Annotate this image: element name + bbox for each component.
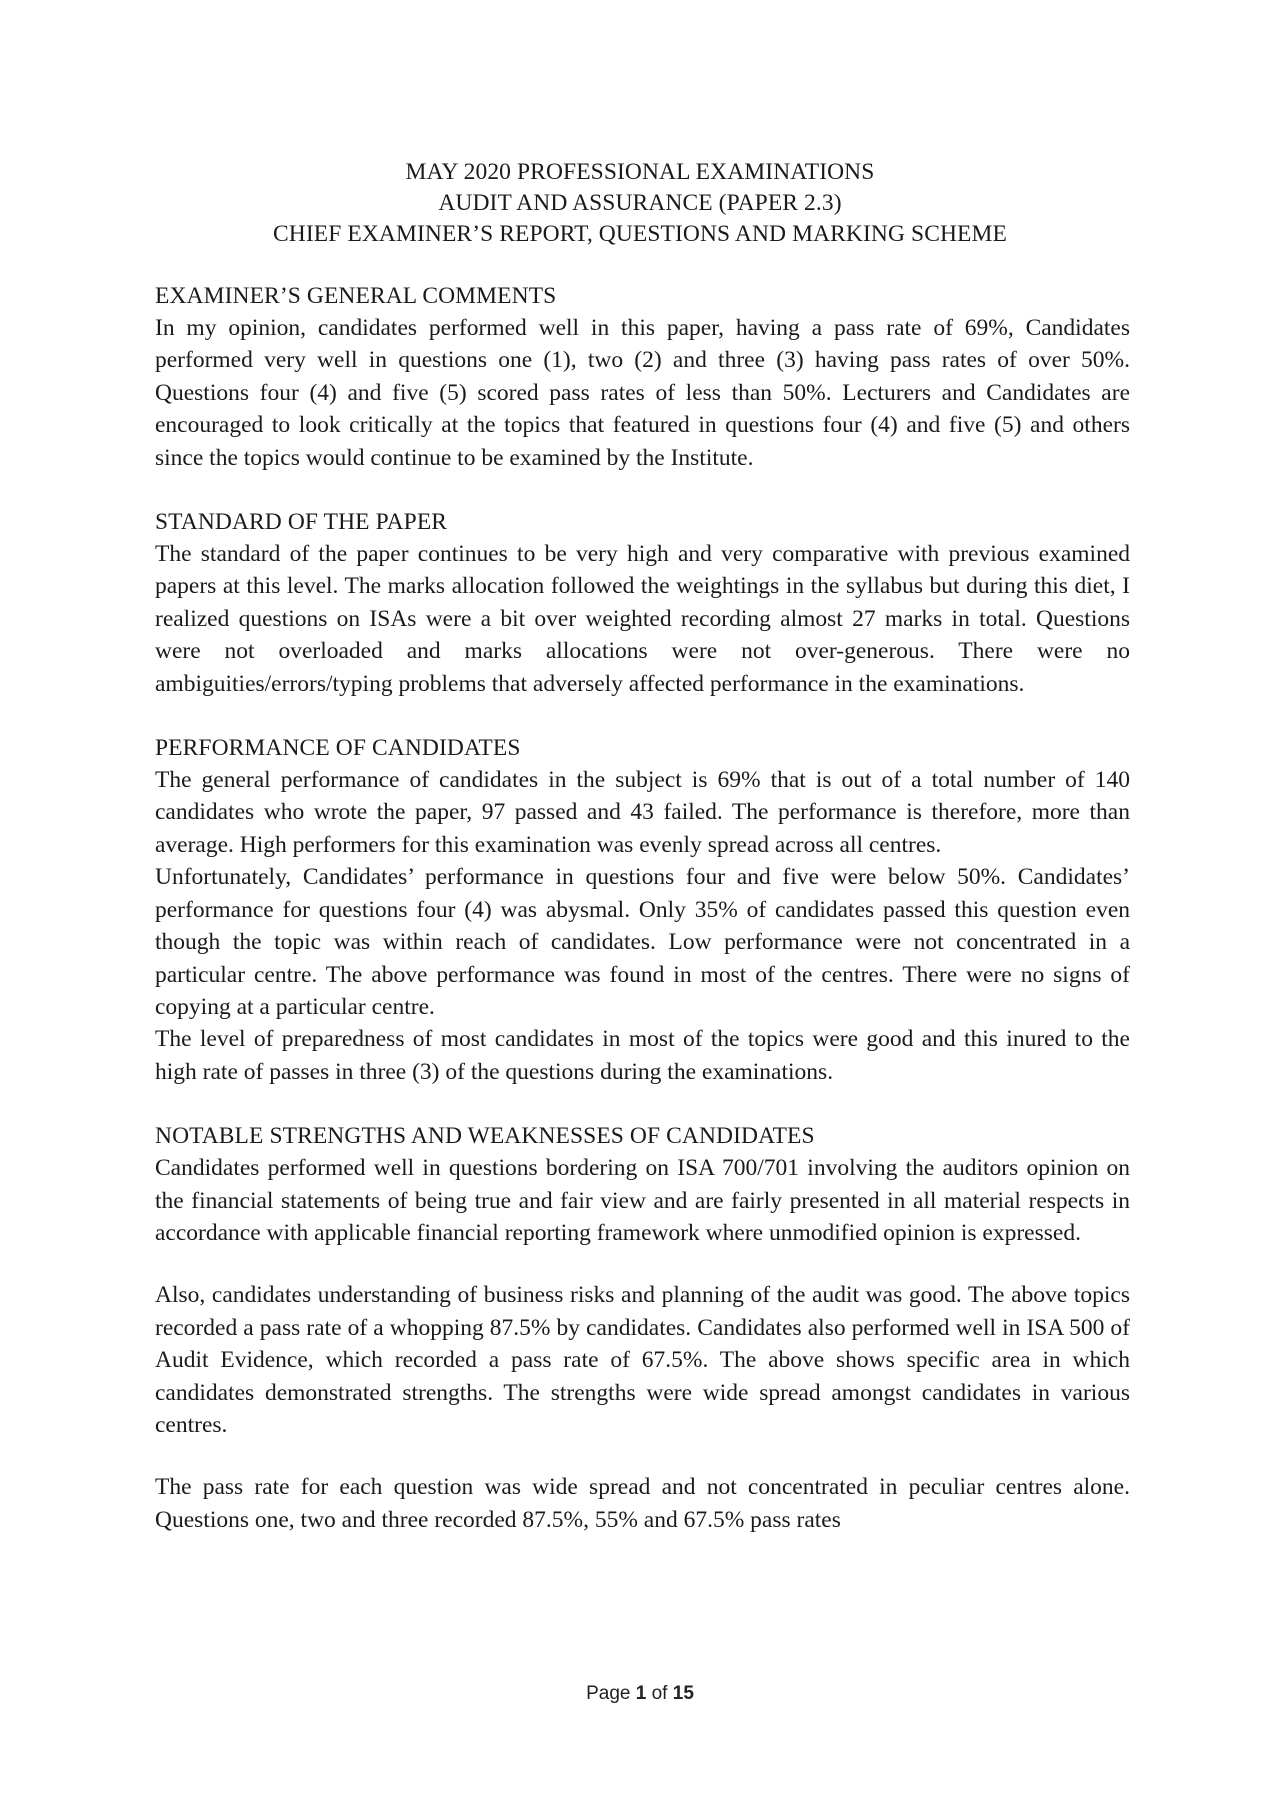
- paragraph: Unfortunately, Candidates’ performance in questions four and five were below 50%. Candidates’ performance for questions four (4) was abysmal. Only 35% of candidates passed this question even though the topic was within reach of candidates. Low performance were not concentrated in a particular centre. The above performance was found in most of the centres. There were no signs of copying at a particular centre.: [155, 864, 1130, 1020]
- section-general-comments: [155, 280, 1130, 474]
- title-line-3: CHIEF EXAMINER’S REPORT, QUESTIONS AND MARKING SCHEME: [273, 221, 1007, 247]
- paragraph: In my opinion, candidates performed well in this paper, having a pass rate of 69%, Candidates performed very well in questions one (1), two (2) and three (3) having pass rates of over 50%. Questions four (4) and five (5) scored pass rates of less than 50%. Lecturers and Candidates are encouraged to look critically at the topics that featured in questions four (4) and five (5) and others since the topics would continue to be examined by the Institute.: [155, 315, 1130, 471]
- of-word: of: [651, 1683, 668, 1704]
- paragraph: Also, candidates understanding of business risks and planning of the audit was good. The above topics recorded a pass rate of a whopping 87.5% by candidates. Candidates also performed well in ISA 500 of Audit Evidence, which recorded a pass rate of 67.5%. The above shows specific area in which candidates demonstrated strengths. The strengths were wide spread amongst candidates in various centres.: [155, 1282, 1130, 1438]
- paragraph: The standard of the paper continues to be very high and very comparative with previous examined papers at this level. The marks allocation followed the weightings in the syllabus but during this diet, I realized questions on ISAs were a bit over weighted recording almost 27 marks in total. Questions were not overloaded and marks allocations were not over-generous. There were no ambiguities/errors/typing problems that adversely affected performance in the examinations.: [155, 541, 1130, 697]
- paragraph: The level of preparedness of most candidates in most of the topics were good and this inured to the high rate of passes in three (3) of the questions during the examinations.: [155, 1026, 1130, 1085]
- paragraph: The pass rate for each question was wide spread and not concentrated in peculiar centres alone. Questions one, two and three recorded 87.5%, 55% and 67.5% pass rates: [155, 1474, 1130, 1533]
- paragraph: Candidates performed well in questions bordering on ISA 700/701 involving the auditors opinion on the financial statements of being true and fair view and are fairly presented in all material respects in accordance with applicable financial reporting framework where unmodified opinion is expressed.: [155, 1155, 1130, 1246]
- current-page: 1: [635, 1683, 647, 1704]
- section-heading: NOTABLE STRENGTHS AND WEAKNESSES OF CANDIDATES: [155, 1123, 815, 1150]
- section-performance: [155, 732, 1130, 1088]
- section-heading: STANDARD OF THE PAPER: [155, 509, 448, 536]
- section-heading: PERFORMANCE OF CANDIDATES: [155, 735, 521, 762]
- document-title: [155, 157, 1125, 250]
- page-number-footer: [0, 1683, 1280, 1705]
- total-pages: 15: [672, 1683, 694, 1704]
- document-body: [155, 280, 1130, 1568]
- title-line-2: AUDIT AND ASSURANCE (PAPER 2.3): [438, 190, 842, 216]
- page-word: Page: [586, 1683, 631, 1704]
- section-heading: EXAMINER’S GENERAL COMMENTS: [155, 283, 557, 309]
- paragraph: The general performance of candidates in the subject is 69% that is out of a total number of 140 candidates who wrote the paper, 97 passed and 43 failed. The performance is therefore, more than average. High performers for this examination was evenly spread across all centres.: [155, 767, 1130, 858]
- section-strengths-weaknesses: [155, 1120, 1130, 1536]
- title-line-1: MAY 2020 PROFESSIONAL EXAMINATIONS: [405, 159, 875, 185]
- section-standard-of-paper: [155, 506, 1130, 700]
